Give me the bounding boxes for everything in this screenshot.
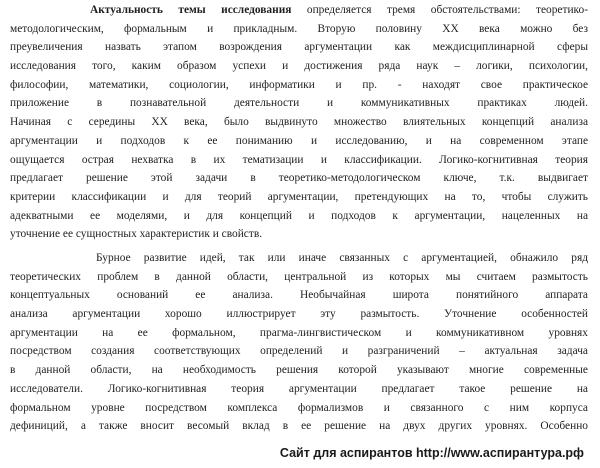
paragraph-argumentation: [10, 249, 588, 436]
paragraph-line: дефиниций, а также вносит весомый вклад в ее решение на двух других уровнях. Особенно: [10, 420, 588, 433]
paragraph-line: исследования того, каким образом успехи и достижения ряда наук – логики, психологии,: [10, 60, 588, 73]
paragraph-line: формальном уровне посредством комплекса формализмов и связанного с ним корпуса: [10, 401, 588, 414]
paragraph-line: критерии классификации и для теорий аргументации, претендующих на то, чтобы служить: [10, 190, 588, 203]
site-watermark: Сайт для аспирантов http://www.аспирантура.рф: [279, 446, 584, 460]
paragraph-line: анализа аргументации хорошо иллюстрирует эту размытость. Уточнение особенностей: [10, 308, 588, 321]
paragraph-line: [10, 1, 588, 20]
paragraph-line: теоретических проблем в данной области, центральной из которых мы считаем размытость: [10, 270, 588, 283]
paragraph-relevance: [10, 1, 588, 244]
paragraph-line: аргументации на ее формальном, прагма-лингвистическом и коммуникативном уровнях: [10, 326, 588, 339]
paragraph-line: аргументации и подходов к ее пониманию и исследованию, и на современном этапе: [10, 134, 588, 147]
paragraph-line: преувеличения назвать этапом возрождения аргументации как междисциплинарной сферы: [10, 41, 588, 54]
paragraph-line: предлагает решение этой задачи в теоретико-методологическом ключе, т.к. выдвигает: [10, 172, 588, 185]
paragraph-line: концептуальных оснований ее анализа. Необычайная широта понятийного аппарата: [10, 289, 588, 302]
paragraph-line: уточнение ее сущностных характеристик и свойств.: [10, 228, 263, 241]
paragraph-line: Начиная с середины XX века, было выдвинуто множество влиятельных концепций анализа: [10, 116, 588, 129]
paragraph-line: ощущается острая нехватка в их тематизации и классификации. Логико-когнитивная теория: [10, 153, 588, 166]
lead-continuation: определяется тремя обстоятельствами: теоретико-: [291, 4, 588, 16]
paragraph-line: адекватными ее моделями, и для концепций и подходов к аргументации, нацеленных на: [10, 209, 588, 222]
paragraph-line: философии, математики, социологии, информатики и пр. - находят свое практическое: [10, 78, 588, 91]
paragraph-line: посредством создания соответствующих определений и разграничений – актуальная задача: [10, 345, 588, 358]
paragraph-line: исследователи. Логико-когнитивная теория аргументации предлагает такое решение на: [10, 382, 588, 395]
lead-phrase: Актуальность темы исследования: [90, 4, 292, 16]
paragraph-line: методологическим, формальным и прикладным. Вторую половину XX века можно без: [10, 22, 588, 35]
paragraph-line: приложение в познавательной деятельности и коммуникативных практиках людей.: [10, 97, 588, 110]
paragraph-line: в данной области, на необходимость решения которой указывают многие современные: [10, 364, 588, 377]
paragraph-line: Бурное развитие идей, так или иначе связанных с аргументацией, обнажило ряд: [96, 252, 588, 264]
